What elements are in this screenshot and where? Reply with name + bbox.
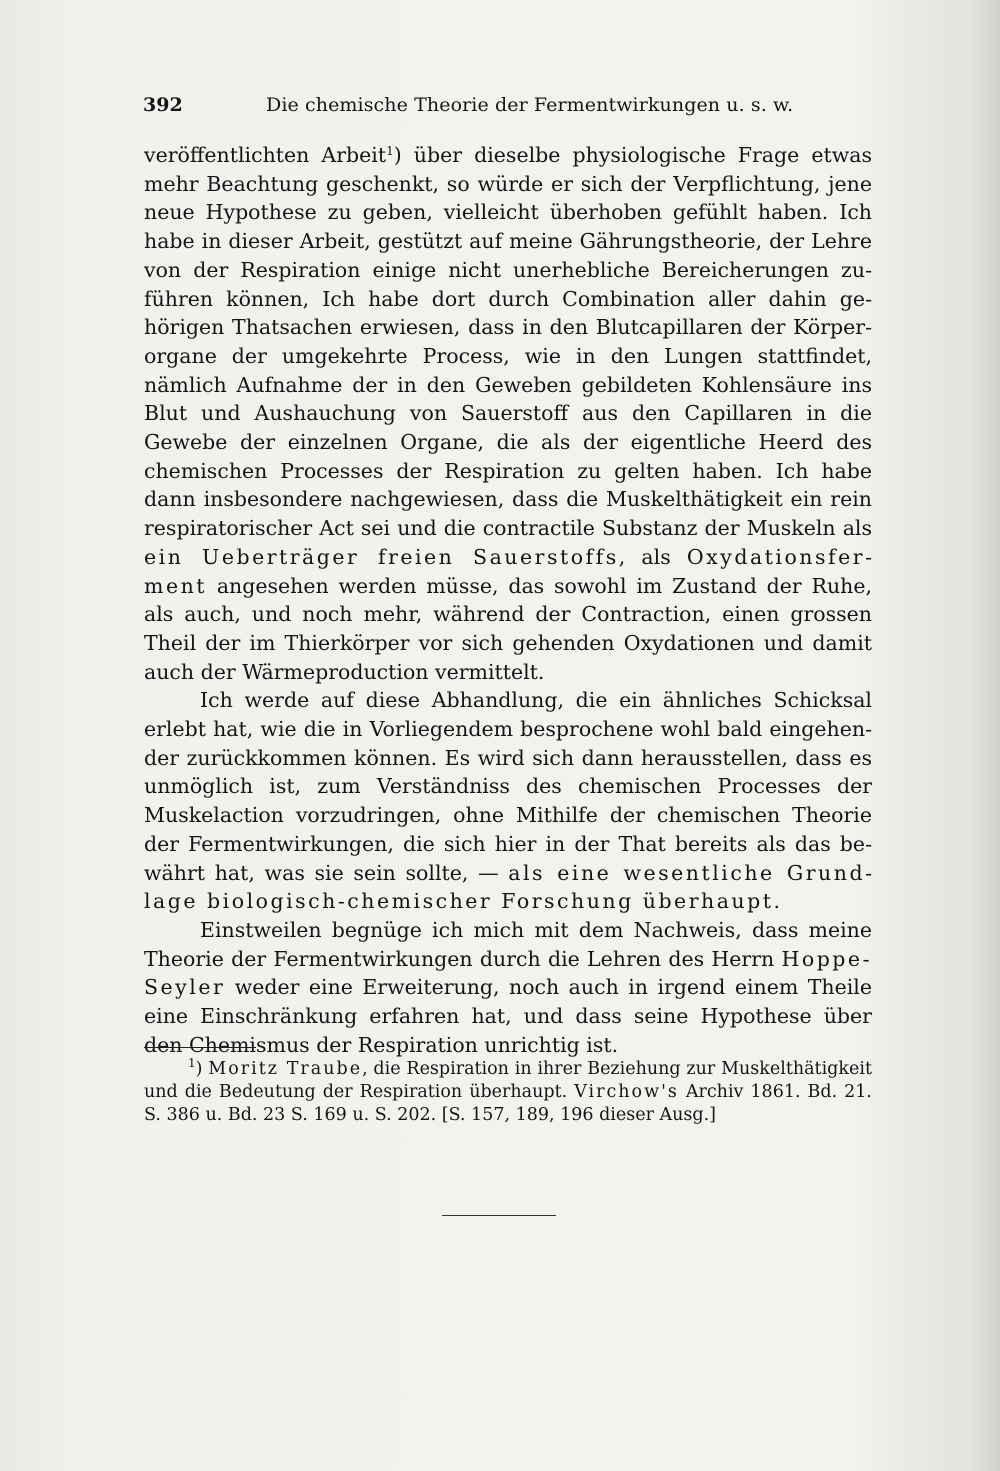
footnote (144, 1058, 872, 1127)
end-rule (442, 1215, 556, 1216)
paragraph-1-text-b: ) über dieselbe physiologische Frage etwas mehr Beachtung geschenkt, so würde er sich der Verpflichtung, jene neue Hypothese zu geben, vielleicht überhoben gefühlt haben. Ich habe in dieser Arbeit, gestützt auf meine Gährungstheorie, der Lehre von der Respiration einige nicht unerhebliche Bereicherungen zuführen können, Ich habe dort durch Combination aller dahin gehörigen Thatsachen erwiesen, dass in den Blutcapillaren der Körperorgane der umgekehrte Process, wie in den Lungen stattfindet, nämlich Aufnahme der in den Geweben gebildeten Kohlensäure ins Blut und Aushauchung von Sauerstoff aus den Capillaren in die Gewebe der einzelnen Organe, die als der eigentliche Heerd des chemischen Processes der Respiration zu gelten haben. Ich habe dann insbesondere nachgewiesen, dass die Muskelthätigkeit ein rein respiratorischer Act sei und die contractile Substanz der Muskeln als (144, 143, 873, 541)
paragraph-2 (144, 686, 872, 916)
page-header (143, 94, 883, 124)
spaced-name-hoppe-seyler: Hoppe-Seyler (144, 946, 872, 1000)
spaced-emphasis-sauerstoff: ein Ueberträger freien Sauerstoffs (144, 544, 619, 569)
paragraph-3-text-b: weder eine Erweiterung, noch auch in irgend einem Theile eine Einschränkung erfahren hat, und dass seine Hypothese über den Chemismus der Respiration unrichtig ist. (144, 975, 872, 1057)
body-text (144, 141, 872, 1060)
paragraph-2-text-b: . (773, 889, 781, 914)
paragraph-1-text-a: veröffentlichten Arbeit (144, 143, 387, 167)
running-title: Die chemische Theorie der Fermentwirkungen u. s. w. (266, 94, 794, 116)
paragraph-2-text-a: Ich werde auf diese Abhandlung, die ein ähnliches Schicksal erlebt hat, wie die in Vorliegendem besprochene wohl bald eingehender zurückkommen können. Es wird sich dann herausstellen, dass es unmöglich ist, zum Verständniss des chemischen Processes der Muskelaction vorzudringen, ohne Mithilfe der chemischen Theorie der Fermentwirkungen, die sich hier in der That bereits als das bewährt hat, was sie sein sollte, — (144, 688, 872, 885)
paragraph-3-text-a: Einstweilen begnüge ich mich mit dem Nachweis, dass meine Theorie der Fermentwirkungen durch die Lehren des Herrn (144, 917, 872, 971)
footnote-text-b: , die Respiration in ihrer Beziehung zur Muskelthätigkeit und die Bedeutung der Respiration überhaupt. (144, 1059, 872, 1102)
footnote-journal: Virchow's (574, 1082, 679, 1102)
footnote-marker: 1 (188, 1056, 196, 1070)
spaced-emphasis-grundlage: als eine wesentliche Grundlage biologisch-chemischer Forschung überhaupt (144, 860, 873, 914)
footnote-text-c: Archiv 1861. Bd. 21. S. 386 u. Bd. 23 S. 169 u. S. 202. [S. 157, 189, 196 dieser Ausg.] (144, 1082, 872, 1125)
footnote-author: Moritz Traube (208, 1059, 363, 1079)
spaced-emphasis-oxydationsferment: Oxydationsferment (144, 544, 872, 598)
page-number: 392 (143, 94, 183, 116)
paragraph-1-text-d: angesehen werden müsse, das sowohl im Zustand der Ruhe, als auch, und noch mehr, während der Contraction, einen grossen Theil der im Thierkörper vor sich gehenden Oxydationen und damit auch der Wärmeproduction vermittelt. (144, 573, 872, 684)
paragraph-3 (144, 916, 872, 1060)
paragraph-1-text-c: , als (618, 544, 687, 569)
paragraph-1 (144, 141, 872, 686)
footnote-text-a: ) (195, 1059, 209, 1079)
footnote-reference: 1 (386, 144, 394, 158)
footnote-separator (144, 1047, 256, 1048)
